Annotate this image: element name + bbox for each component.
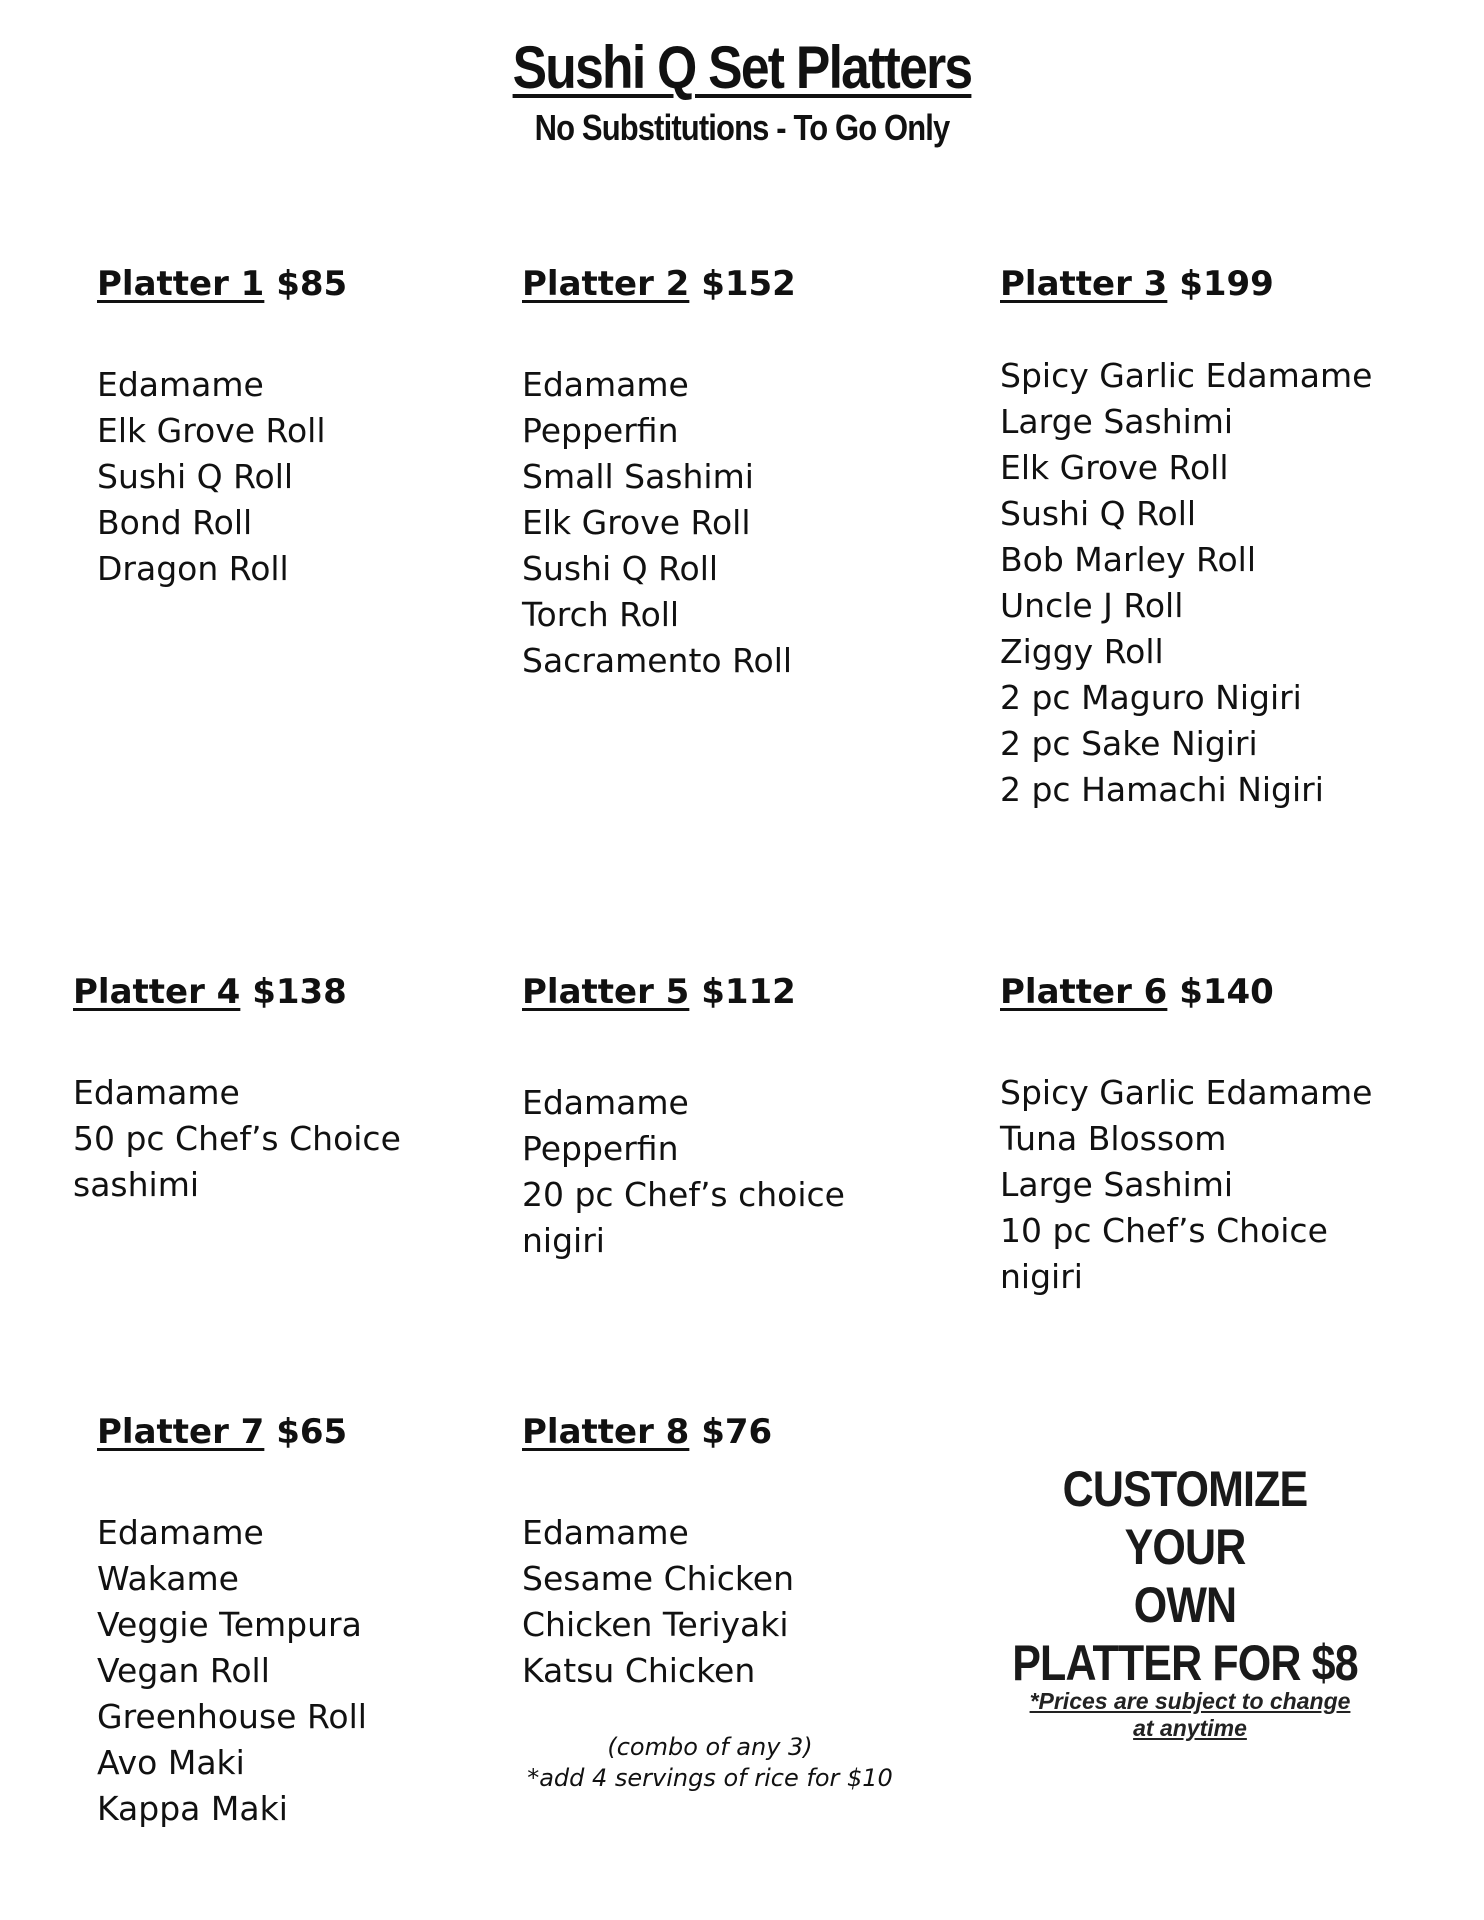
customize-platter-callout (1009, 1460, 1362, 1692)
list-item: Tuna Blossom (1000, 1119, 1227, 1158)
list-item: Chicken Teriyaki (522, 1605, 789, 1644)
list-item: Katsu Chicken (522, 1651, 756, 1690)
platter-2-items (522, 362, 796, 684)
platter-7-price: $65 (276, 1412, 348, 1452)
list-item: 2 pc Hamachi Nigiri (1000, 770, 1324, 809)
platter-5-price: $112 (701, 972, 796, 1012)
page-title: Sushi Q Set Platters (512, 34, 972, 101)
platter-7-heading (97, 1410, 367, 1454)
list-item: Elk Grove Roll (1000, 448, 1229, 487)
list-item: Edamame (522, 1513, 689, 1552)
list-item: Pepperfin (522, 411, 679, 450)
platter-4-items (73, 1070, 413, 1208)
platter-2-section (522, 262, 796, 684)
platter-4-heading (73, 970, 413, 1014)
customize-line-3: PLATTER FOR $8 (1012, 1635, 1358, 1691)
list-item: Sushi Q Roll (522, 549, 719, 588)
list-item: Wakame (97, 1559, 239, 1598)
platter-6-name: Platter 6 (1000, 972, 1168, 1012)
list-item: 2 pc Sake Nigiri (1000, 724, 1258, 763)
list-item: Ziggy Roll (1000, 632, 1164, 671)
list-item: Sushi Q Roll (97, 457, 294, 496)
platter-2-heading (522, 262, 796, 306)
platter-8-heading (522, 1410, 794, 1454)
platter-1-price: $85 (276, 264, 348, 304)
list-item: Spicy Garlic Edamame (1000, 1073, 1373, 1112)
page-subtitle: No Substitutions - To Go Only (534, 107, 950, 148)
platter-5-name: Platter 5 (522, 972, 690, 1012)
platter-7-name: Platter 7 (97, 1412, 265, 1452)
list-item: Bob Marley Roll (1000, 540, 1256, 579)
list-item: Spicy Garlic Edamame (1000, 356, 1373, 395)
list-item: Bond Roll (97, 503, 253, 542)
list-item: Pepperfin (522, 1129, 679, 1168)
list-item: Dragon Roll (97, 549, 289, 588)
platter-4-price: $138 (252, 972, 347, 1012)
list-item: Vegan Roll (97, 1651, 270, 1690)
list-item: Avo Maki (97, 1743, 245, 1782)
platter-1-items (97, 362, 347, 592)
list-item: Sushi Q Roll (1000, 494, 1197, 533)
disclaimer-line-2: at anytime (1133, 1715, 1247, 1741)
list-item: Torch Roll (522, 595, 680, 634)
list-item: Edamame (97, 365, 264, 404)
list-item: Edamame (97, 1513, 264, 1552)
list-item: Edamame (522, 1083, 689, 1122)
platter-5-heading (522, 970, 882, 1014)
platter-8-section (522, 1410, 794, 1694)
list-item: Uncle J Roll (1000, 586, 1184, 625)
list-item: Edamame (522, 365, 689, 404)
list-item: Small Sashimi (522, 457, 754, 496)
customize-line-1: CUSTOMIZE YOUR (1062, 1461, 1308, 1575)
platter-6-section (1000, 970, 1373, 1300)
list-item: Veggie Tempura (97, 1605, 362, 1644)
price-disclaimer (1010, 1688, 1370, 1742)
list-item: Sacramento Roll (522, 641, 793, 680)
menu-header (0, 30, 1484, 150)
platter-8-price: $76 (701, 1412, 773, 1452)
platter-6-heading (1000, 970, 1360, 1014)
platter-3-section (1000, 262, 1372, 813)
list-item: Greenhouse Roll (97, 1697, 367, 1736)
platter-8-items (522, 1510, 794, 1694)
platter-6-price: $140 (1179, 972, 1274, 1012)
combo-note-line: (combo of any 3) (607, 1733, 813, 1761)
platter-3-heading (1000, 262, 1372, 306)
platter-5-items (522, 1080, 882, 1264)
platter-7-items (97, 1510, 367, 1832)
list-item: 50 pc Chef’s Choice sashimi (73, 1119, 401, 1204)
customize-line-2: OWN (1133, 1577, 1237, 1633)
list-item: Elk Grove Roll (97, 411, 326, 450)
platter-8-name: Platter 8 (522, 1412, 690, 1452)
platter-3-name: Platter 3 (1000, 264, 1168, 304)
platter-1-heading (97, 262, 347, 306)
disclaimer-line-1: *Prices are subject to change (1029, 1688, 1351, 1714)
list-item: Kappa Maki (97, 1789, 288, 1828)
platter-2-name: Platter 2 (522, 264, 690, 304)
list-item: Edamame (73, 1073, 240, 1112)
list-item: 2 pc Maguro Nigiri (1000, 678, 1302, 717)
list-item: Sesame Chicken (522, 1559, 795, 1598)
platter-6-items (1000, 1070, 1373, 1300)
platter-4-section (73, 970, 413, 1208)
list-item: Elk Grove Roll (522, 503, 751, 542)
platter-1-section (97, 262, 347, 592)
platter-4-name: Platter 4 (73, 972, 241, 1012)
list-item: Large Sashimi (1000, 1165, 1234, 1204)
platter-7-section (97, 1410, 367, 1832)
platter-5-section (522, 970, 882, 1264)
platter-3-price: $199 (1179, 264, 1274, 304)
list-item: 20 pc Chef’s choice nigiri (522, 1175, 845, 1260)
platter-3-items (1000, 353, 1372, 813)
list-item: Large Sashimi (1000, 402, 1234, 441)
rice-note-line: *add 4 servings of rice for $10 (527, 1764, 893, 1792)
platter-1-name: Platter 1 (97, 264, 265, 304)
list-item: 10 pc Chef’s Choice nigiri (1000, 1211, 1328, 1296)
platter-2-price: $152 (701, 264, 796, 304)
combo-note (470, 1732, 950, 1794)
